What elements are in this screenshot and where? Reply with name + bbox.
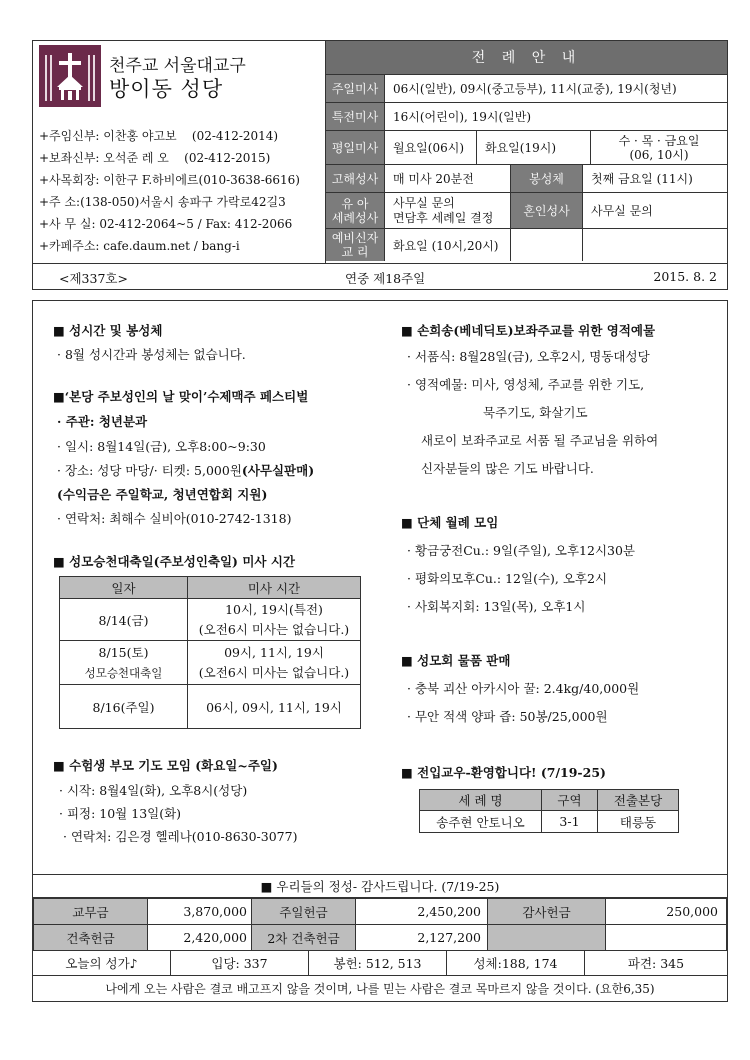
catechism-label-1: 예비신자	[331, 231, 379, 245]
staff-pastor-label: +주임신부: 이찬홍 야고보	[39, 129, 177, 143]
marriage-value: 사무실 문의	[591, 204, 653, 218]
monthly-meeting-title: ■ 단체 월례 모임	[401, 515, 499, 530]
staff-assistant-phone: (02-412-2015)	[184, 151, 271, 165]
issue-number: <제337호>	[59, 271, 128, 286]
catechism-label	[326, 229, 385, 261]
row-confession	[326, 165, 727, 193]
row1-date: 8/14(금)	[60, 599, 188, 641]
liturgical-week: 연중 제18주일	[345, 271, 426, 286]
festival-title: ■‘본당 주보성인의 날 맞이’수제맥주 페스티벌	[53, 389, 309, 404]
welcome-name: 송주현 안토니오	[420, 811, 542, 833]
row1-time-main: 10시, 19시(특전)	[225, 601, 323, 617]
weekday-tue	[477, 131, 591, 164]
row2-date-feast: 성모승천대축일	[84, 665, 163, 680]
hymn-communion: 성체:188, 174	[447, 951, 585, 975]
offering-title: ■ 우리들의 정성- 감사드립니다. (7/19-25)	[33, 874, 727, 898]
weekday-wtf	[591, 131, 727, 164]
baptism-label-1: 유 아	[341, 196, 369, 211]
welcome-table	[419, 789, 679, 833]
church-info	[33, 41, 326, 263]
row-vigil-mass	[326, 103, 727, 131]
empty-label	[488, 925, 606, 951]
assumption-mass-table	[59, 576, 361, 729]
welcome-title: ■ 전입교우-환영합니다! (7/19-25)	[401, 765, 606, 780]
bishop-ordination: · 서품식: 8월28일(금), 오후2시, 명동대성당	[407, 349, 650, 364]
staff-cafe[interactable]: +카페주소: cafe.daum.net / bang-i	[39, 239, 240, 253]
church-logo	[39, 45, 101, 107]
baptism-label	[326, 193, 385, 228]
confession-value: 매 미사 20분전	[385, 165, 511, 192]
table-row	[420, 811, 679, 833]
catechism-empty-1	[511, 229, 583, 261]
sunday-mass-value: 06시(일반), 09시(중고등부), 11시(교중), 19시(청년)	[393, 82, 677, 96]
staff-assistant	[39, 147, 300, 169]
col-baptismal-name: 세 례 명	[420, 790, 542, 811]
festival-place	[57, 461, 314, 479]
eucharist-value: 첫째 금요일 (11시)	[591, 172, 693, 186]
meeting-golden-palace: · 황금궁전Cu.: 9일(주일), 오후12시30분	[407, 543, 636, 558]
festival-proceeds: (수익금은 주일학교, 청년연합회 지원)	[57, 487, 268, 502]
row3-time: 06시, 09시, 11시, 19시	[188, 685, 361, 729]
holy-hour-title: ■ 성시간 및 봉성체	[53, 323, 163, 338]
header-box	[32, 40, 728, 290]
table-row	[60, 685, 361, 729]
marriage-label: 혼인성사	[511, 193, 583, 228]
sale-onion-juice: · 무안 적색 양파 즙: 50봉/25,000원	[407, 709, 608, 724]
catechism-value: 화요일 (10시,20시)	[385, 229, 511, 261]
second-building-value: 2,127,200	[356, 925, 488, 951]
welcome-parish: 태릉동	[598, 811, 679, 833]
building-fund-label: 건축헌금	[34, 925, 148, 951]
bishop-title: ■ 손희송(베네딕토)보좌주교를 위한 영적예물	[401, 323, 656, 338]
row1-time	[188, 599, 361, 641]
staff-council: +사목회장: 이한구 F.하비에르(010-3638-6616)	[39, 173, 300, 187]
assumption-title: ■ 성모승천대축일(주보성인축일) 미사 시간	[53, 554, 295, 569]
diocese-fee-label: 교무금	[34, 899, 148, 925]
sale-title: ■ 성모회 물품 판매	[401, 653, 511, 668]
baptism-value-1: 사무실 문의	[393, 195, 455, 210]
catechism-label-2: 교 리	[341, 245, 369, 259]
issue-date: 2015. 8. 2	[653, 269, 717, 284]
festival-place-text: · 장소: 성당 마당/· 티켓: 5,000원	[57, 463, 242, 478]
table-row	[34, 899, 727, 925]
exam-prayer-start: · 시작: 8월4일(화), 오후8시(성당)	[59, 783, 248, 798]
liturgy-guide	[326, 41, 727, 261]
festival-ticket-office: (사무실판매)	[241, 463, 315, 478]
weekday-wtf-time: (06, 10시)	[629, 147, 689, 162]
hymn-label: 오늘의 성가♪	[33, 951, 171, 975]
vigil-mass-label: 특전미사	[326, 103, 385, 130]
empty-value	[606, 925, 727, 951]
row-weekday-mass	[326, 131, 727, 165]
staff-pastor-phone: (02-412-2014)	[191, 129, 279, 143]
sunday-offering-value: 2,450,200	[356, 899, 488, 925]
sale-honey: · 충북 괴산 아카시아 꿀: 2.4kg/40,000원	[407, 681, 640, 696]
hymn-offertory: 봉헌: 512, 513	[309, 951, 447, 975]
hymn-bar	[33, 950, 727, 976]
bible-verse: 나에게 오는 사람은 결코 배고프지 않을 것이며, 나를 믿는 사람은 결코 목마르지 않을 것이다. (요한6,35)	[105, 982, 655, 996]
meeting-social-welfare: · 사회복지회: 13일(목), 오후1시	[407, 599, 586, 614]
row2-date-main: 8/15(토)	[98, 644, 149, 660]
row-baptism	[326, 193, 727, 229]
staff-assistant-label: +보좌신부: 오석준 레 오	[39, 151, 169, 165]
sunday-mass-label: 주일미사	[326, 75, 385, 102]
row2-date	[60, 641, 188, 685]
eucharist-label: 봉성체	[511, 165, 583, 192]
staff-list	[39, 125, 300, 257]
bishop-request: 새로이 보좌주교로 서품 될 주교님을 위하여	[421, 433, 659, 448]
baptism-label-2: 세례성사	[331, 210, 379, 225]
col-mass-time: 미사 시간	[188, 577, 361, 599]
offering-table	[33, 898, 727, 951]
staff-office: +사 무 실: 02-412-2064~5 / Fax: 412-2066	[39, 217, 293, 231]
weekday-wtf-days: 수 · 목 · 금요일	[618, 133, 700, 148]
row-sunday-mass	[326, 75, 727, 103]
row2-time-main: 09시, 11시, 19시	[224, 644, 324, 660]
diocese-name: 천주교 서울대교구	[109, 56, 246, 76]
row2-time	[188, 641, 361, 685]
row2-time-note: (오전6시 미사는 없습니다.)	[198, 664, 350, 680]
catechism-empty-2	[583, 229, 727, 261]
main-content	[32, 300, 728, 1002]
festival-datetime: · 일시: 8월14일(금), 오후8:00~9:30	[57, 439, 266, 454]
liturgy-title: 전 례 안 내	[326, 41, 727, 75]
second-building-label: 2차 건축헌금	[252, 925, 356, 951]
vigil-mass-value: 16시(어린이), 19시(일반)	[393, 110, 532, 124]
weekday-mass-label: 평일미사	[326, 131, 385, 164]
col-district: 구역	[542, 790, 598, 811]
weekday-tue-text: 화요일(19시)	[485, 141, 557, 155]
row1-time-note: (오전6시 미사는 없습니다.)	[198, 621, 350, 637]
table-row	[60, 641, 361, 685]
table-row	[34, 925, 727, 951]
church-emblem-icon	[39, 45, 101, 107]
festival-contact: · 연락처: 최해수 실비아(010-2742-1318)	[57, 511, 292, 526]
sunday-offering-label: 주일헌금	[252, 899, 356, 925]
col-date: 일자	[60, 577, 188, 599]
thanks-offering-label: 감사헌금	[488, 899, 606, 925]
thanks-offering-value: 250,000	[606, 899, 727, 925]
holy-hour-line: · 8월 성시간과 봉성체는 없습니다.	[57, 347, 246, 362]
bishop-request-cont: 신자분들의 많은 기도 바랍니다.	[421, 461, 594, 476]
exam-prayer-title: ■ 수험생 부모 기도 모임 (화요일~주일)	[53, 758, 278, 773]
col-former-parish: 전출본당	[598, 790, 679, 811]
hymn-recessional: 파견: 345	[627, 956, 685, 971]
bishop-offerings-cont: 묵주기도, 화살기도	[483, 405, 588, 420]
welcome-district: 3-1	[542, 811, 598, 833]
baptism-value-2: 면담후 세례일 결정	[393, 210, 494, 225]
church-name: 방이동 성당	[109, 77, 224, 101]
exam-prayer-contact: · 연락처: 김은경 헬레나(010-8630-3077)	[63, 829, 298, 844]
diocese-fee-value: 3,870,000	[148, 899, 252, 925]
row3-date: 8/16(주일)	[60, 685, 188, 729]
bishop-offerings: · 영적예물: 미사, 영성체, 주교를 위한 기도,	[407, 377, 645, 392]
table-row	[60, 599, 361, 641]
confession-label: 고해성사	[326, 165, 385, 192]
row-catechism	[326, 229, 727, 261]
hymn-entrance: 입당: 337	[171, 951, 309, 975]
staff-address: +주 소:(138-050)서울시 송파구 가락로42길3	[39, 195, 286, 209]
exam-prayer-retreat: · 피정: 10월 13일(화)	[59, 806, 182, 821]
building-fund-value: 2,420,000	[148, 925, 252, 951]
issue-bar	[33, 263, 727, 289]
festival-host: · 주관: 청년분과	[57, 414, 148, 429]
staff-pastor	[39, 125, 300, 147]
meeting-queen-of-peace: · 평화의모후Cu.: 12일(수), 오후2시	[407, 571, 608, 586]
weekday-mon: 월요일(06시)	[385, 131, 477, 164]
baptism-value	[385, 193, 511, 228]
